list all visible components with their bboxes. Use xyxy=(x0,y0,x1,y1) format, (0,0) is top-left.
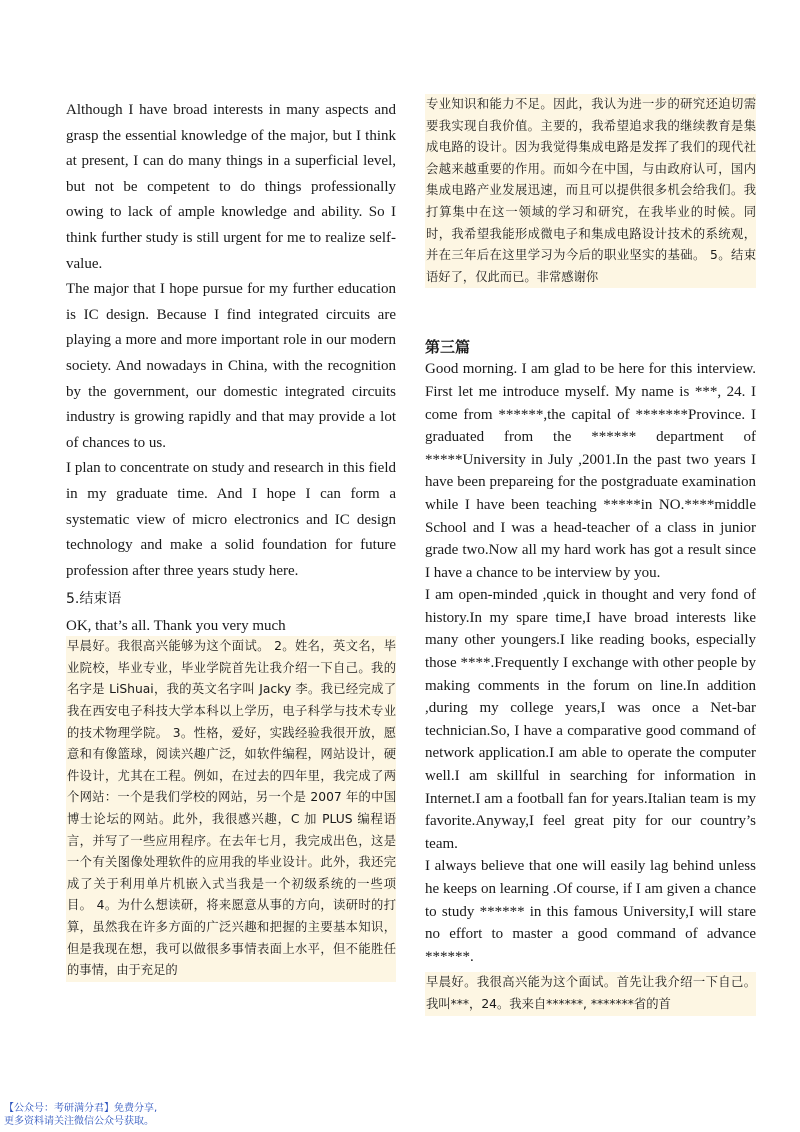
closing-heading: 5.结束语 xyxy=(66,591,122,608)
footer-line-2: 更多资料请关注微信公众号获取。 xyxy=(4,1116,154,1127)
chinese-translation-section-three: 早晨好。我很高兴能为这个面试。首先让我介绍一下自己。我叫***，24。我来自******, *******省的首 xyxy=(425,972,756,1015)
paragraph-keep-learning: I always believe that one will easily lag behind unless he keeps on learning .Of course, if I am given a chance to study ****** in this famous University,I will stare no effort to master a good command of advance ******. xyxy=(425,858,756,965)
chinese-translation-block: 早晨好。我很高兴能够为这个面试。 2。姓名，英文名，毕业院校，毕业专业，毕业学院首先让我介绍一下自己。我的名字是 LiShuai，我的英文名字叫 Jacky 李。我已经完成了我在西安电子科技大学本科以上学历，电子科学与技术专业的技术物理学院。 3。性格，爱好，实践经验我很开放，愿意和有像篮球，阅读兴趣广泛，如软件编程，网站设计，硬件设计，尤其在工程。例如，在过去的四年里，我完成了两个网站：一个是我们学校的网站，另一个是 2007 年的中国博士论坛的网站。此外，我很感兴趣，C 加 PLUS 编程语言，并写了一些应用程序。在去年七月，我完成出色，这是一个有关图像处理软件的应用我的毕业设计。此外，我还完成了关于利用单片机嵌入式当我是一个初级系统的一些项目。 4。为什么想读研，将来愿意从事的方向，读研时的打算，虽然我在许多方面的广泛兴趣和把握的主要基本知识，但是我现在想，我可以做很多事情表面上水平，但不能胜任的事情，由于充足的 xyxy=(66,636,396,982)
chinese-translation-continued: 专业知识和能力不足。因此，我认为进一步的研究还迫切需要我实现自我价值。主要的，我希望追求我的继续教育是集成电路的设计。因为我觉得集成电路是发挥了我们的现代社会越来越重要的作用。而如今在中国，与由政府认可，国内集成电路产业发展迅速，而且可以提供很多机会给我们。我打算集中在这一领域的学习和研究，在我毕业的时候。同时，我希望我能形成微电子和集成电路设计技术的系统观，并在三年后在这里学习为今后的职业坚实的基础。 5。结束语好了，仅此而已。非常感谢你 xyxy=(425,94,756,288)
paragraph-personality: I am open-minded ,quick in thought and very fond of history.In my spare time,I have broad interests like many other youngers.I like reading books, especially those ****.Frequently I exchange with other people by making comments in the forum on line.In addition ,during my college years,I was once a Net-bar technician.So, I have a comparative good command of network application.I am able to operate the computer well.I am skillful in searching for information in Internet.I am a football fan for years.Italian team is my favorite.Anyway,I feel great pity for our country’s team. xyxy=(425,587,756,852)
paragraph-study-plan: I plan to concentrate on study and research in this field in my graduate time. And I hope I can form a systematic view of micro electronics and IC design technology and make a solid foundation for future profession after three years study here. xyxy=(66,460,396,579)
footer-note xyxy=(4,1102,157,1128)
paragraph-further-study: Although I have broad interests in many aspects and grasp the essential knowledge of the major, but I think at present, I can do many things in a superficial level, but not be competent to do things professionally owing to lack of ample knowledge and ability. So I think further study is still urgent for me to realize self-value. xyxy=(66,102,396,272)
paragraph-self-introduction: Good morning. I am glad to be here for this interview. First let me introduce myself. My name is ***, 24. I come from ******,the capital of *******Province. I graduated from the ****** department of *****University in July ,2001.In the past two years I have been prepareing for the postgraduate examination while I have been teaching *****in NO.****middle School and I was a head-teacher of a class in junior grade two.Now all my hard work has got a result since I have a chance to be interview by you. xyxy=(425,361,756,581)
paragraph-major-ic-design: The major that I hope pursue for my further education is IC design. Because I find integrated circuits are playing a more and more important role in our modern society. And nowadays in China, with the recognition by the government, our domestic integrated circuits industry is growing rapidly and that may provide a lot of chances to us. xyxy=(66,281,396,451)
left-column xyxy=(66,98,396,982)
closing-line: OK, that’s all. Thank you very much xyxy=(66,618,286,635)
right-column xyxy=(425,94,756,1016)
footer-line-1: 【公众号：考研满分君】免费分享, xyxy=(4,1103,158,1114)
section-title: 第三篇 xyxy=(425,338,471,357)
